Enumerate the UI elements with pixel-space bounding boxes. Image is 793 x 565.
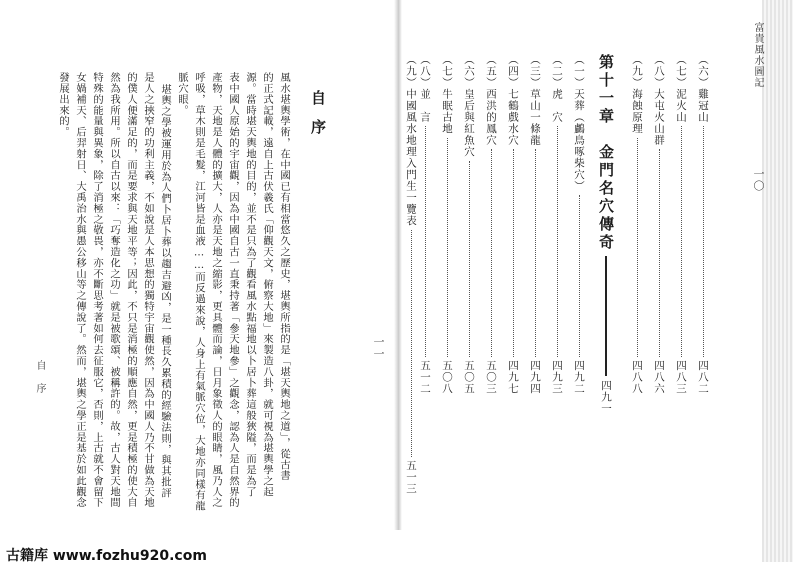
toc-entry-page: 四九三	[551, 359, 563, 394]
chapter-rule	[605, 256, 607, 376]
toc-leader	[579, 195, 580, 357]
toc-entry[interactable]	[697, 54, 709, 394]
preface-title: 自序	[309, 90, 327, 148]
toc-entry-label: （三）草山一條龍	[529, 54, 541, 146]
preface-line: 發展出來的。	[57, 72, 69, 138]
right-page	[398, 0, 793, 530]
toc-entry[interactable]	[405, 54, 417, 494]
toc-leader	[411, 230, 412, 457]
toc-leader	[513, 149, 514, 357]
chapter-title: 第十一章 金門名穴傳奇	[597, 54, 615, 252]
toc-entry-page: 四九二	[573, 359, 585, 394]
toc-leader	[425, 126, 426, 357]
page-number-left: 一一	[372, 336, 385, 360]
site-watermark: 古籍库 www.fozhu920.com	[6, 548, 207, 564]
toc-entry[interactable]	[485, 54, 497, 394]
toc-entry-label: （八）並 言	[419, 54, 431, 123]
preface-line: 源。當時堪天輿地的目的，並不是只為了觀看風水點福地以卜居卜葬這般狹隘，而是為了	[244, 72, 256, 498]
toc-leader	[557, 126, 558, 357]
book-gutter	[394, 0, 402, 530]
chapter-page: 四九一	[600, 379, 612, 414]
toc-entry-page: 四八二	[697, 359, 709, 394]
toc-entry[interactable]	[529, 54, 541, 394]
toc-chapter-heading[interactable]	[597, 54, 615, 414]
toc-leader	[659, 149, 660, 357]
running-header: 富貴風水圖記	[752, 22, 763, 88]
toc-leader	[703, 126, 704, 357]
preface-line: 產物，天地是人體的擴大，人亦是天地之縮影，更具體而論，日月象徵人的眼睛，風乃人之	[210, 72, 222, 508]
toc-leader	[681, 126, 682, 357]
toc-entry-page: 五〇五	[463, 359, 475, 394]
left-page-footer: 自 序	[34, 360, 45, 394]
toc-entry-label: （九）中國風水地理入門生一覽表	[405, 54, 417, 227]
preface-line: 呼吸，草木則是毛髮，江河皆是血液……而反過來說，人身上有氣脈穴位，大地亦同樣有龍	[193, 72, 205, 512]
preface-line: 堪輿之學被運用於為人們卜居卜葬以趨吉避凶，是一種長久累積的經驗法則，與其批評	[159, 84, 171, 499]
toc-entry-page: 四八三	[675, 359, 687, 394]
toc-entry-label: （五）西洪的鳳穴	[485, 54, 497, 146]
toc-entry-label: （六）皇后與紅魚穴	[463, 54, 475, 158]
toc-entry-label: （九）海蝕原理	[631, 54, 643, 135]
toc-entry-label: （八）大屯火山群	[653, 54, 665, 146]
toc-entry[interactable]	[441, 54, 453, 394]
toc-entry-page: 四九七	[507, 359, 519, 394]
toc-entry[interactable]	[675, 54, 687, 394]
toc-leader	[491, 149, 492, 357]
preface-line: 的僕人便滿足的，而是要求與天地平等；因此，不只是消極的順應自然，更是積極的使大自	[125, 72, 137, 508]
toc-entry-label: （二）虎 穴	[551, 54, 563, 123]
preface-line: 然為我所用。所以自古以來：「巧奪造化之功」就是被歌頌、被稱許的。故，古人對天地間	[108, 72, 120, 508]
preface-line: 女媧補天、后羿射日、大禹治水與愚公移山等之傳說了。然而，堪輿之學正是基於如此觀念	[74, 72, 86, 508]
toc-entry-label: （七）牛眠古地	[441, 54, 453, 135]
preface-line: 風水堪輿學術，在中國已有相當悠久之歷史，堪輿所指的是「堪天輿地之道」，從古書	[278, 72, 290, 482]
toc-entry-page: 四九四	[529, 359, 541, 394]
toc-leader	[535, 149, 536, 357]
toc-entry-label: （四）七鶴戲水穴	[507, 54, 519, 146]
toc-entry[interactable]	[463, 54, 475, 394]
preface-line: 脈穴眼。	[176, 72, 188, 116]
toc-entry[interactable]	[573, 54, 585, 394]
toc-entry-label: （六）雞冠山	[697, 54, 709, 123]
toc-entry[interactable]	[551, 54, 563, 394]
page-number-right: 一〇	[752, 168, 765, 192]
toc-entry[interactable]	[419, 54, 431, 394]
preface-line: 是人之挾窄的功利主義，不如說是人本思想的獨特宇宙觀使然，因為中國人乃不甘做為天地	[142, 72, 154, 508]
toc-leader	[469, 161, 470, 357]
toc-entry-label: （一）天葬（鸕鳥啄柴穴）	[573, 54, 585, 192]
toc-entry-page: 五一二	[419, 359, 431, 394]
preface-line: 的正式記載，遠自上古伏羲氏「仰觀天文，俯察大地」來製造八卦，就可視為堪輿學之起	[261, 72, 273, 498]
preface-line: 特殊的能量與異象，除了消極之敬畏，亦不斷思考著如何去征服它，否則，上古就不會留下	[91, 72, 103, 508]
toc-entry-page: 四八八	[631, 359, 643, 394]
toc-leader	[447, 138, 448, 357]
toc-leader	[637, 138, 638, 357]
toc-entry-page: 四八六	[653, 359, 665, 394]
toc-entry-label: （七）泥火山	[675, 54, 687, 123]
toc-entry[interactable]	[653, 54, 665, 394]
page-edge	[762, 0, 793, 562]
toc-entry-page: 五一三	[405, 459, 417, 494]
toc-entry[interactable]	[631, 54, 643, 394]
toc-entry-page: 五〇八	[441, 359, 453, 394]
toc-entry[interactable]	[507, 54, 519, 394]
toc-entry-page: 五〇三	[485, 359, 497, 394]
preface-line: 表中國人原始的宇宙觀，因為中國自古一直秉持著「參天地參」之觀念，認為人是自然界的	[227, 72, 239, 508]
